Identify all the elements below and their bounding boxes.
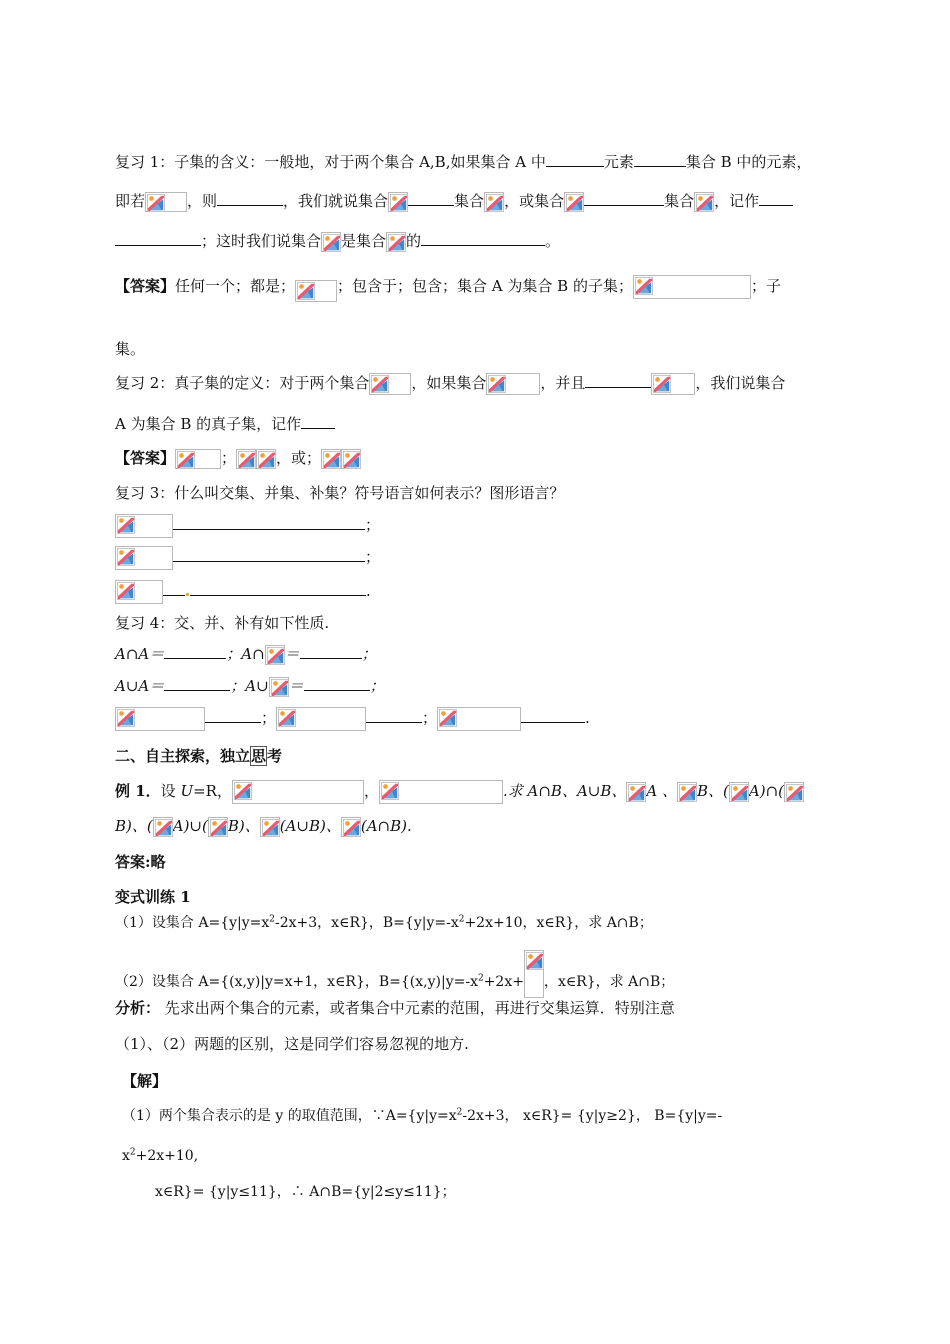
review3-row2 [115,546,380,570]
text: ；A∩ [226,645,265,663]
solution-line3 [155,1182,456,1202]
solution-label [122,1071,167,1091]
text: ； [361,645,377,663]
boxed-char: 思 [251,747,267,765]
review2-line1 [115,373,785,395]
analysis-line1 [115,998,675,1018]
text: ；A∪ [230,677,269,695]
text: 先求出两个集合的元素，或者集合中元素的范围，再进行交集运算．特别注意 [160,999,675,1017]
text: ，我们就说集合 [283,192,389,210]
blank [521,708,585,723]
blank [584,191,664,206]
text: 。 [545,232,561,250]
text: A 、 [646,782,677,800]
text: x [122,1148,130,1164]
text: 考 [267,747,283,765]
review1-answer [115,272,781,302]
text: .求 A∩B、A∪B、 [503,782,627,800]
text: 复习 1：子集的含义：一般地，对于两个集合 A,B,如果集合 A 中 [115,153,546,171]
text: ； [221,449,237,467]
section-title [115,746,282,766]
blank [304,676,370,691]
example1-line2 [115,816,412,837]
text: 集合 [454,192,485,210]
blank [163,581,185,596]
review4-row3 [115,707,590,731]
text: ； [365,516,381,534]
variant-title [115,887,191,907]
text: ；子 [750,277,781,295]
review4-question [115,613,329,633]
text: +2x+10, [135,1148,199,1164]
blank [634,152,686,167]
broken-image-icon [115,580,163,604]
broken-image-icon [341,817,361,837]
text: 集合 B 中的元素， [685,153,812,171]
text: +2x+ [483,974,524,990]
blank [408,191,454,206]
text: ；这时我们说集合 [201,232,322,250]
text: A)∩( [748,782,784,800]
broken-image-icon [388,192,408,212]
text: ，并且 [540,374,586,392]
text: ；包含于；包含；集合 A 为集合 B 的子集； [337,277,633,295]
text: ， [363,782,379,800]
review2-line2 [115,414,335,434]
broken-image-icon [145,192,187,212]
superscript: 2 [129,1147,136,1158]
text: ，我们说集合 [695,374,786,392]
text: A∪A＝ [115,677,165,695]
blank [205,708,261,723]
superscript: 2 [458,914,465,925]
text: （1）两个集合表示的是 y 的取值范围，∵A={y|y=x [122,1108,457,1124]
broken-image-icon [153,817,173,837]
text: 设 [160,782,181,800]
text: 变式训练 1 [115,888,191,906]
text: 集合 [664,192,695,210]
broken-image-icon [208,817,228,837]
broken-image-icon [276,707,366,731]
text: ； [422,709,438,727]
broken-image-icon [115,707,205,731]
review4-row1 [115,644,377,665]
text: (A∪B)、 [279,817,341,835]
text: ，记作 [714,192,760,210]
solution-line1 [122,1106,722,1126]
blank [300,644,362,659]
text: 任何一个；都是； [175,277,296,295]
variant-part1 [115,913,653,933]
dot-mark [186,593,189,596]
superscript: 2 [477,973,484,984]
text: 复习 3：什么叫交集、并集、补集？符号语言如何表示？图形语言？ [115,484,565,502]
text: ； [365,548,381,566]
text: x∈R}= {y|y≤11}，∴ A∩B={y|2≤y≤11}； [155,1184,456,1200]
broken-image-icon [626,782,646,802]
variant-part2 [115,950,674,998]
broken-image-icon [265,645,285,665]
blank [164,644,226,659]
broken-image-icon [115,514,173,538]
superscript: 2 [269,914,276,925]
blank [546,152,604,167]
blank [115,231,201,246]
analysis-line2 [115,1034,469,1054]
text: ，如果集合 [411,374,487,392]
text: 的 [406,232,422,250]
text: 【解】 [122,1072,168,1090]
answer-label: 【答案】 [115,449,176,467]
text: A 为集合 B 的真子集，记作 [115,415,302,433]
review3-row3 [115,580,371,604]
text: （1）、（2）两题的区别，这是同学们容易忽视的地方. [115,1035,469,1053]
broken-image-icon [677,782,697,802]
broken-image-icon [694,192,714,212]
text: -2x+3， x∈R}= {y|y≥2}， B={y|y=- [462,1108,723,1124]
text: (A∩B). [360,817,412,835]
solution-line2 [122,1146,198,1166]
broken-image-icon [175,449,221,469]
broken-image-icon [256,449,276,469]
text: 复习 4：交、并、补有如下性质. [115,614,330,632]
blank [585,373,651,388]
blank [301,414,335,429]
broken-image-icon [564,192,584,212]
broken-image-icon [295,280,337,302]
broken-image-icon [729,782,749,802]
broken-image-icon [484,192,504,212]
review1-line1 [115,152,811,172]
broken-image-icon [379,780,503,804]
text: 即若 [115,192,146,210]
example-label: 例 1． [115,782,161,800]
review3-row1 [115,514,380,538]
text: ，则 [187,192,218,210]
text: . [366,582,371,600]
text: 是集合 [341,232,387,250]
text: +2x+10，x∈R}，求 A∩B； [464,915,653,931]
broken-image-icon [341,449,361,469]
blank [173,547,365,562]
text: ； [261,709,277,727]
text: 复习 2：真子集的定义：对于两个集合 [115,374,370,392]
review3-question [115,483,564,503]
broken-image-icon [437,707,521,731]
broken-image-icon [321,449,341,469]
answer-label: 【答案】 [115,277,176,295]
blank [173,515,365,530]
text: A∩A＝ [115,645,165,663]
blank [164,676,230,691]
analysis-label: 分析： [115,999,161,1017]
broken-image-icon [269,677,289,697]
text: ，或集合 [504,192,565,210]
superscript: 2 [456,1107,463,1118]
broken-image-icon [633,275,751,299]
text: ，x∈R}，求 A∩B； [543,974,675,990]
review1-line3 [115,231,560,252]
text: B、( [697,782,729,800]
broken-image-icon [260,817,280,837]
text: -2x+3，x∈R}，B={y|y=-x [275,915,459,931]
broken-image-icon [321,232,341,252]
blank [190,581,366,596]
review1-answer-cont [115,339,145,359]
example1-answer [115,852,166,872]
broken-image-icon [369,373,411,395]
broken-image-icon [784,782,804,802]
text: ＝ [284,645,300,663]
review4-row2 [115,676,385,697]
review2-answer [115,448,361,469]
text: 元素 [603,153,634,171]
example1-line1 [115,780,804,804]
blank [759,191,793,206]
broken-image-icon [486,373,540,395]
text: 集。 [115,340,146,358]
text: 二、自主探索，独立 [115,747,251,765]
text: （2）设集合 A={(x,y)|y=x+1，x∈R}，B={(x,y)|y=-x [115,974,478,990]
text: U [180,782,194,800]
blank [421,231,545,246]
broken-image-icon [651,373,695,395]
broken-image-icon [232,780,364,804]
review1-line2 [115,191,793,212]
broken-image-icon [524,950,544,998]
text: ； [369,677,385,695]
text: B)、 [227,817,260,835]
text: ，或； [276,449,322,467]
text: A)∪( [172,817,208,835]
broken-image-icon [386,232,406,252]
text: （1）设集合 A={y|y=x [115,915,270,931]
text: . [585,709,590,727]
blank [217,191,283,206]
broken-image-icon [236,449,256,469]
text: B)、( [115,817,153,835]
text: =R， [193,782,232,800]
blank [366,708,422,723]
text: ＝ [288,677,304,695]
broken-image-icon [115,546,173,570]
text: 答案:略 [115,853,166,871]
